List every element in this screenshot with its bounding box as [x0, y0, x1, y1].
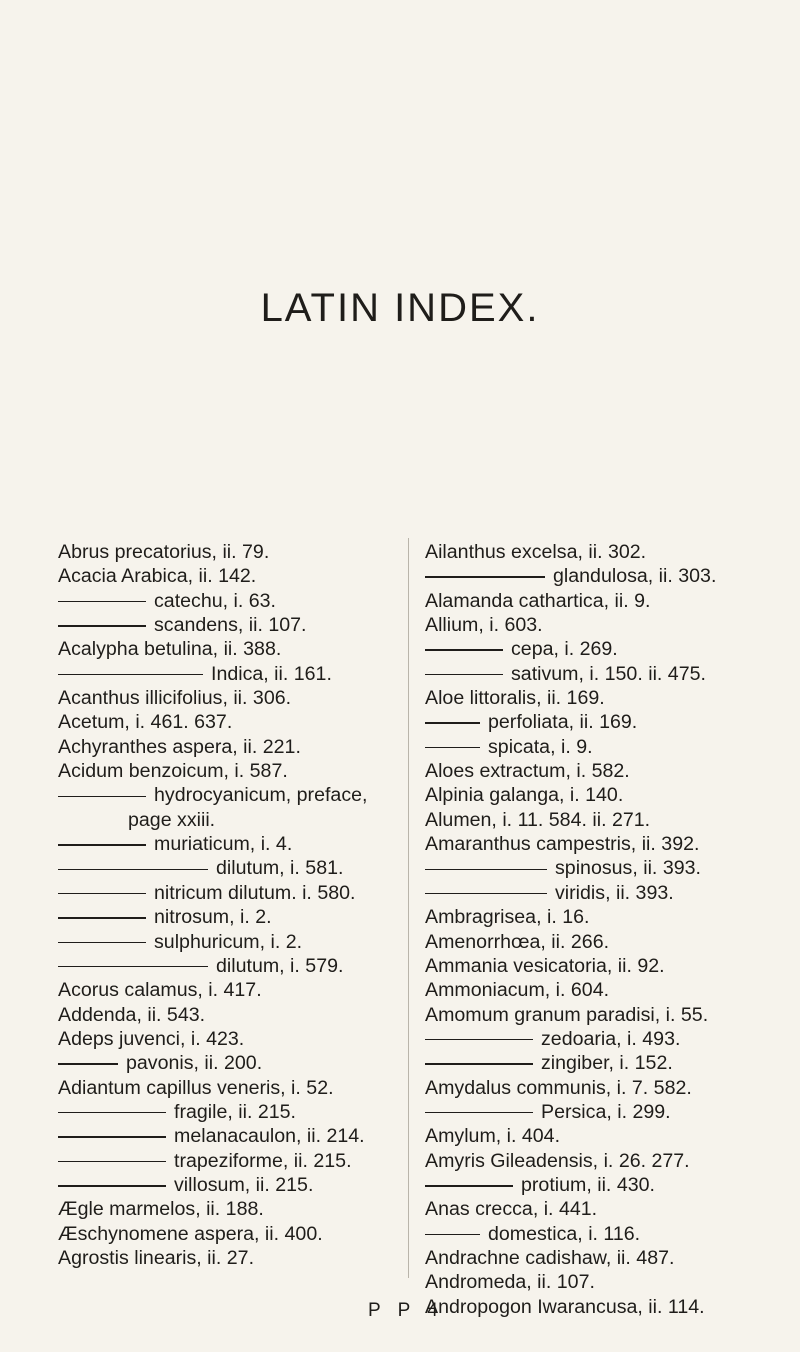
- ditto-dash: [58, 1063, 118, 1065]
- entry-text: cepa, i. 269.: [511, 638, 618, 661]
- index-subentry: [425, 1027, 775, 1051]
- entry-text: trapeziforme, ii. 215.: [174, 1149, 352, 1172]
- entry-text: domestica, i. 116.: [488, 1222, 641, 1245]
- entry-text: hydrocyanicum, preface, page xxiii.: [128, 784, 368, 831]
- entry-text: Ambragrisea, i. 16.: [425, 906, 590, 929]
- entry-text: Adeps juvenci, i. 423.: [58, 1027, 245, 1050]
- index-subentry: [58, 1173, 400, 1197]
- entry-text: zedoaria, i. 493.: [541, 1027, 681, 1050]
- index-entry: [58, 1246, 400, 1270]
- index-subentry: [425, 637, 775, 661]
- entry-text: spicata, i. 9.: [488, 735, 593, 758]
- entry-text: dilutum, i. 581.: [216, 857, 344, 880]
- entry-text: Amomum granum paradisi, i. 55.: [425, 1003, 709, 1026]
- index-entry: [58, 686, 400, 710]
- ditto-dash: [58, 796, 146, 798]
- index-entry: [425, 1076, 775, 1100]
- index-subentry: [58, 832, 400, 856]
- index-entry: [425, 1003, 775, 1027]
- index-subentry: [425, 856, 775, 880]
- ditto-dash: [58, 844, 146, 846]
- index-subentry: [58, 662, 400, 686]
- index-subentry: [58, 905, 400, 929]
- index-subentry: [425, 564, 775, 588]
- entry-text: Persica, i. 299.: [541, 1100, 671, 1123]
- index-subentry: [58, 1100, 400, 1124]
- entry-text: melanacaulon, ii. 214.: [174, 1125, 365, 1148]
- index-entry: [58, 1076, 400, 1100]
- entry-text: Achyranthes aspera, ii. 221.: [58, 735, 301, 758]
- ditto-dash: [58, 1136, 166, 1138]
- entry-text: zingiber, i. 152.: [541, 1052, 673, 1075]
- index-entry: [425, 759, 775, 783]
- index-entry: [425, 1124, 775, 1148]
- entry-text: dilutum, i. 579.: [216, 954, 344, 977]
- ditto-dash: [58, 674, 203, 676]
- entry-text: muriaticum, i. 4.: [154, 833, 293, 856]
- entry-text: Amenorrhœa, ii. 266.: [425, 930, 610, 953]
- entry-text: nitrosum, i. 2.: [154, 906, 272, 929]
- entry-text: Ailanthus excelsa, ii. 302.: [425, 541, 647, 563]
- index-entry: [425, 1149, 775, 1173]
- index-entry: [58, 1003, 400, 1027]
- entry-text: Ammania vesicatoria, ii. 92.: [425, 954, 665, 977]
- entry-text: Anas crecca, i. 441.: [425, 1198, 598, 1221]
- index-entry: [425, 686, 775, 710]
- entry-text: fragile, ii. 215.: [174, 1100, 296, 1123]
- ditto-dash: [58, 625, 146, 627]
- entry-text: villosum, ii. 215.: [174, 1173, 314, 1196]
- ditto-dash: [58, 869, 208, 871]
- index-entry: [58, 540, 400, 564]
- index-subentry: [425, 1173, 775, 1197]
- entry-text: Acalypha betulina, ii. 388.: [58, 638, 282, 661]
- entry-text: Indica, ii. 161.: [211, 662, 332, 685]
- index-entry: [425, 1197, 775, 1221]
- ditto-dash: [425, 1234, 480, 1236]
- entry-text: Adiantum capillus veneris, i. 52.: [58, 1076, 334, 1099]
- entry-text: pavonis, ii. 200.: [126, 1052, 263, 1075]
- entry-text: sativum, i. 150. ii. 475.: [511, 662, 706, 685]
- entry-text: perfoliata, ii. 169.: [488, 711, 638, 734]
- index-subentry: [425, 1100, 775, 1124]
- signature-mark: P P 4: [368, 1300, 444, 1321]
- index-entry: [425, 832, 775, 856]
- ditto-dash: [425, 1112, 533, 1114]
- column-divider: [408, 538, 409, 1278]
- entry-text: Aloes extractum, i. 582.: [425, 760, 630, 783]
- entry-text: Amylum, i. 404.: [425, 1125, 561, 1148]
- ditto-dash: [425, 747, 480, 749]
- entry-text: Agrostis linearis, ii. 27.: [58, 1246, 255, 1269]
- index-entry: [58, 978, 400, 1002]
- index-subentry: [425, 662, 775, 686]
- entry-text: Andropogon Iwarancusa, ii. 114.: [425, 1295, 705, 1318]
- index-entry: [425, 1246, 775, 1270]
- page-title: LATIN INDEX.: [260, 286, 540, 330]
- entry-text: scandens, ii. 107.: [154, 614, 307, 637]
- ditto-dash: [58, 1185, 166, 1187]
- index-subentry: [58, 1124, 400, 1148]
- ditto-dash: [425, 1063, 533, 1065]
- index-entry: [58, 710, 400, 734]
- entry-text: Alumen, i. 11. 584. ii. 271.: [425, 808, 651, 831]
- ditto-dash: [425, 722, 480, 724]
- index-subentry: [58, 1051, 400, 1075]
- entry-text: protium, ii. 430.: [521, 1173, 655, 1196]
- entry-text: nitricum dilutum. i. 580.: [154, 881, 356, 904]
- entry-text: Abrus precatorius, ii. 79.: [58, 541, 270, 563]
- index-column-right: [425, 540, 775, 1319]
- entry-text: Acetum, i. 461. 637.: [58, 711, 233, 734]
- index-subentry: [425, 1051, 775, 1075]
- ditto-dash: [58, 601, 146, 603]
- entry-text: Acacia Arabica, ii. 142.: [58, 565, 257, 588]
- index-subentry: [58, 589, 400, 613]
- index-entry: [425, 978, 775, 1002]
- ditto-dash: [58, 1112, 166, 1114]
- index-subentry: [58, 1149, 400, 1173]
- index-entry: [58, 1027, 400, 1051]
- index-subentry: [58, 613, 400, 637]
- entry-text: Acidum benzoicum, i. 587.: [58, 760, 288, 783]
- entry-text: sulphuricum, i. 2.: [154, 930, 303, 953]
- index-subentry: [58, 954, 400, 978]
- index-subentry: [425, 881, 775, 905]
- index-entry: [58, 735, 400, 759]
- index-entry: [58, 759, 400, 783]
- ditto-dash: [58, 893, 146, 895]
- index-subentry: [58, 930, 400, 954]
- ditto-dash: [58, 1161, 166, 1163]
- ditto-dash: [425, 1185, 513, 1187]
- index-subentry: [58, 881, 400, 905]
- index-subentry: [425, 735, 775, 759]
- entry-text: Alpinia galanga, i. 140.: [425, 784, 624, 807]
- index-entry: [58, 1197, 400, 1221]
- index-entry: [58, 1222, 400, 1246]
- ditto-dash: [425, 649, 503, 651]
- index-entry: [425, 613, 775, 637]
- ditto-dash: [425, 893, 547, 895]
- entry-text: Andromeda, ii. 107.: [425, 1271, 595, 1294]
- ditto-dash: [58, 917, 146, 919]
- ditto-dash: [425, 674, 503, 676]
- entry-text: spinosus, ii. 393.: [555, 857, 701, 880]
- index-column-left: [58, 540, 400, 1270]
- entry-text: Ægle marmelos, ii. 188.: [58, 1198, 264, 1221]
- index-entry: [58, 637, 400, 661]
- index-subentry: [58, 783, 400, 832]
- entry-text: Acanthus illicifolius, ii. 306.: [58, 687, 292, 710]
- index-entry: [425, 540, 775, 564]
- entry-text: Andrachne cadishaw, ii. 487.: [425, 1246, 675, 1269]
- ditto-dash: [58, 966, 208, 968]
- index-subentry: [425, 710, 775, 734]
- ditto-dash: [425, 1039, 533, 1041]
- index-entry: [425, 808, 775, 832]
- entry-text: Acorus calamus, i. 417.: [58, 979, 262, 1002]
- index-entry: [425, 954, 775, 978]
- entry-text: Alamanda cathartica, ii. 9.: [425, 589, 651, 612]
- entry-text: Ammoniacum, i. 604.: [425, 979, 610, 1002]
- entry-text: Æschynomene aspera, ii. 400.: [58, 1222, 323, 1245]
- ditto-dash: [425, 869, 547, 871]
- entry-text: catechu, i. 63.: [154, 589, 276, 612]
- ditto-dash: [58, 942, 146, 944]
- entry-text: viridis, ii. 393.: [555, 881, 674, 904]
- index-entry: [425, 1295, 775, 1319]
- entry-text: Addenda, ii. 543.: [58, 1003, 206, 1026]
- entry-text: Amaranthus campestris, ii. 392.: [425, 833, 700, 856]
- index-entry: [425, 1270, 775, 1294]
- entry-text: Amydalus communis, i. 7. 582.: [425, 1076, 692, 1099]
- entry-text: glandulosa, ii. 303.: [553, 565, 717, 588]
- index-entry: [425, 930, 775, 954]
- ditto-dash: [425, 576, 545, 578]
- index-entry: [425, 905, 775, 929]
- index-subentry: [58, 856, 400, 880]
- index-entry: [425, 783, 775, 807]
- index-subentry: [425, 1222, 775, 1246]
- index-entry: [425, 589, 775, 613]
- entry-text: Allium, i. 603.: [425, 614, 543, 637]
- entry-text: Aloe littoralis, ii. 169.: [425, 687, 605, 710]
- index-entry: [58, 564, 400, 588]
- entry-text: Amyris Gileadensis, i. 26. 277.: [425, 1149, 690, 1172]
